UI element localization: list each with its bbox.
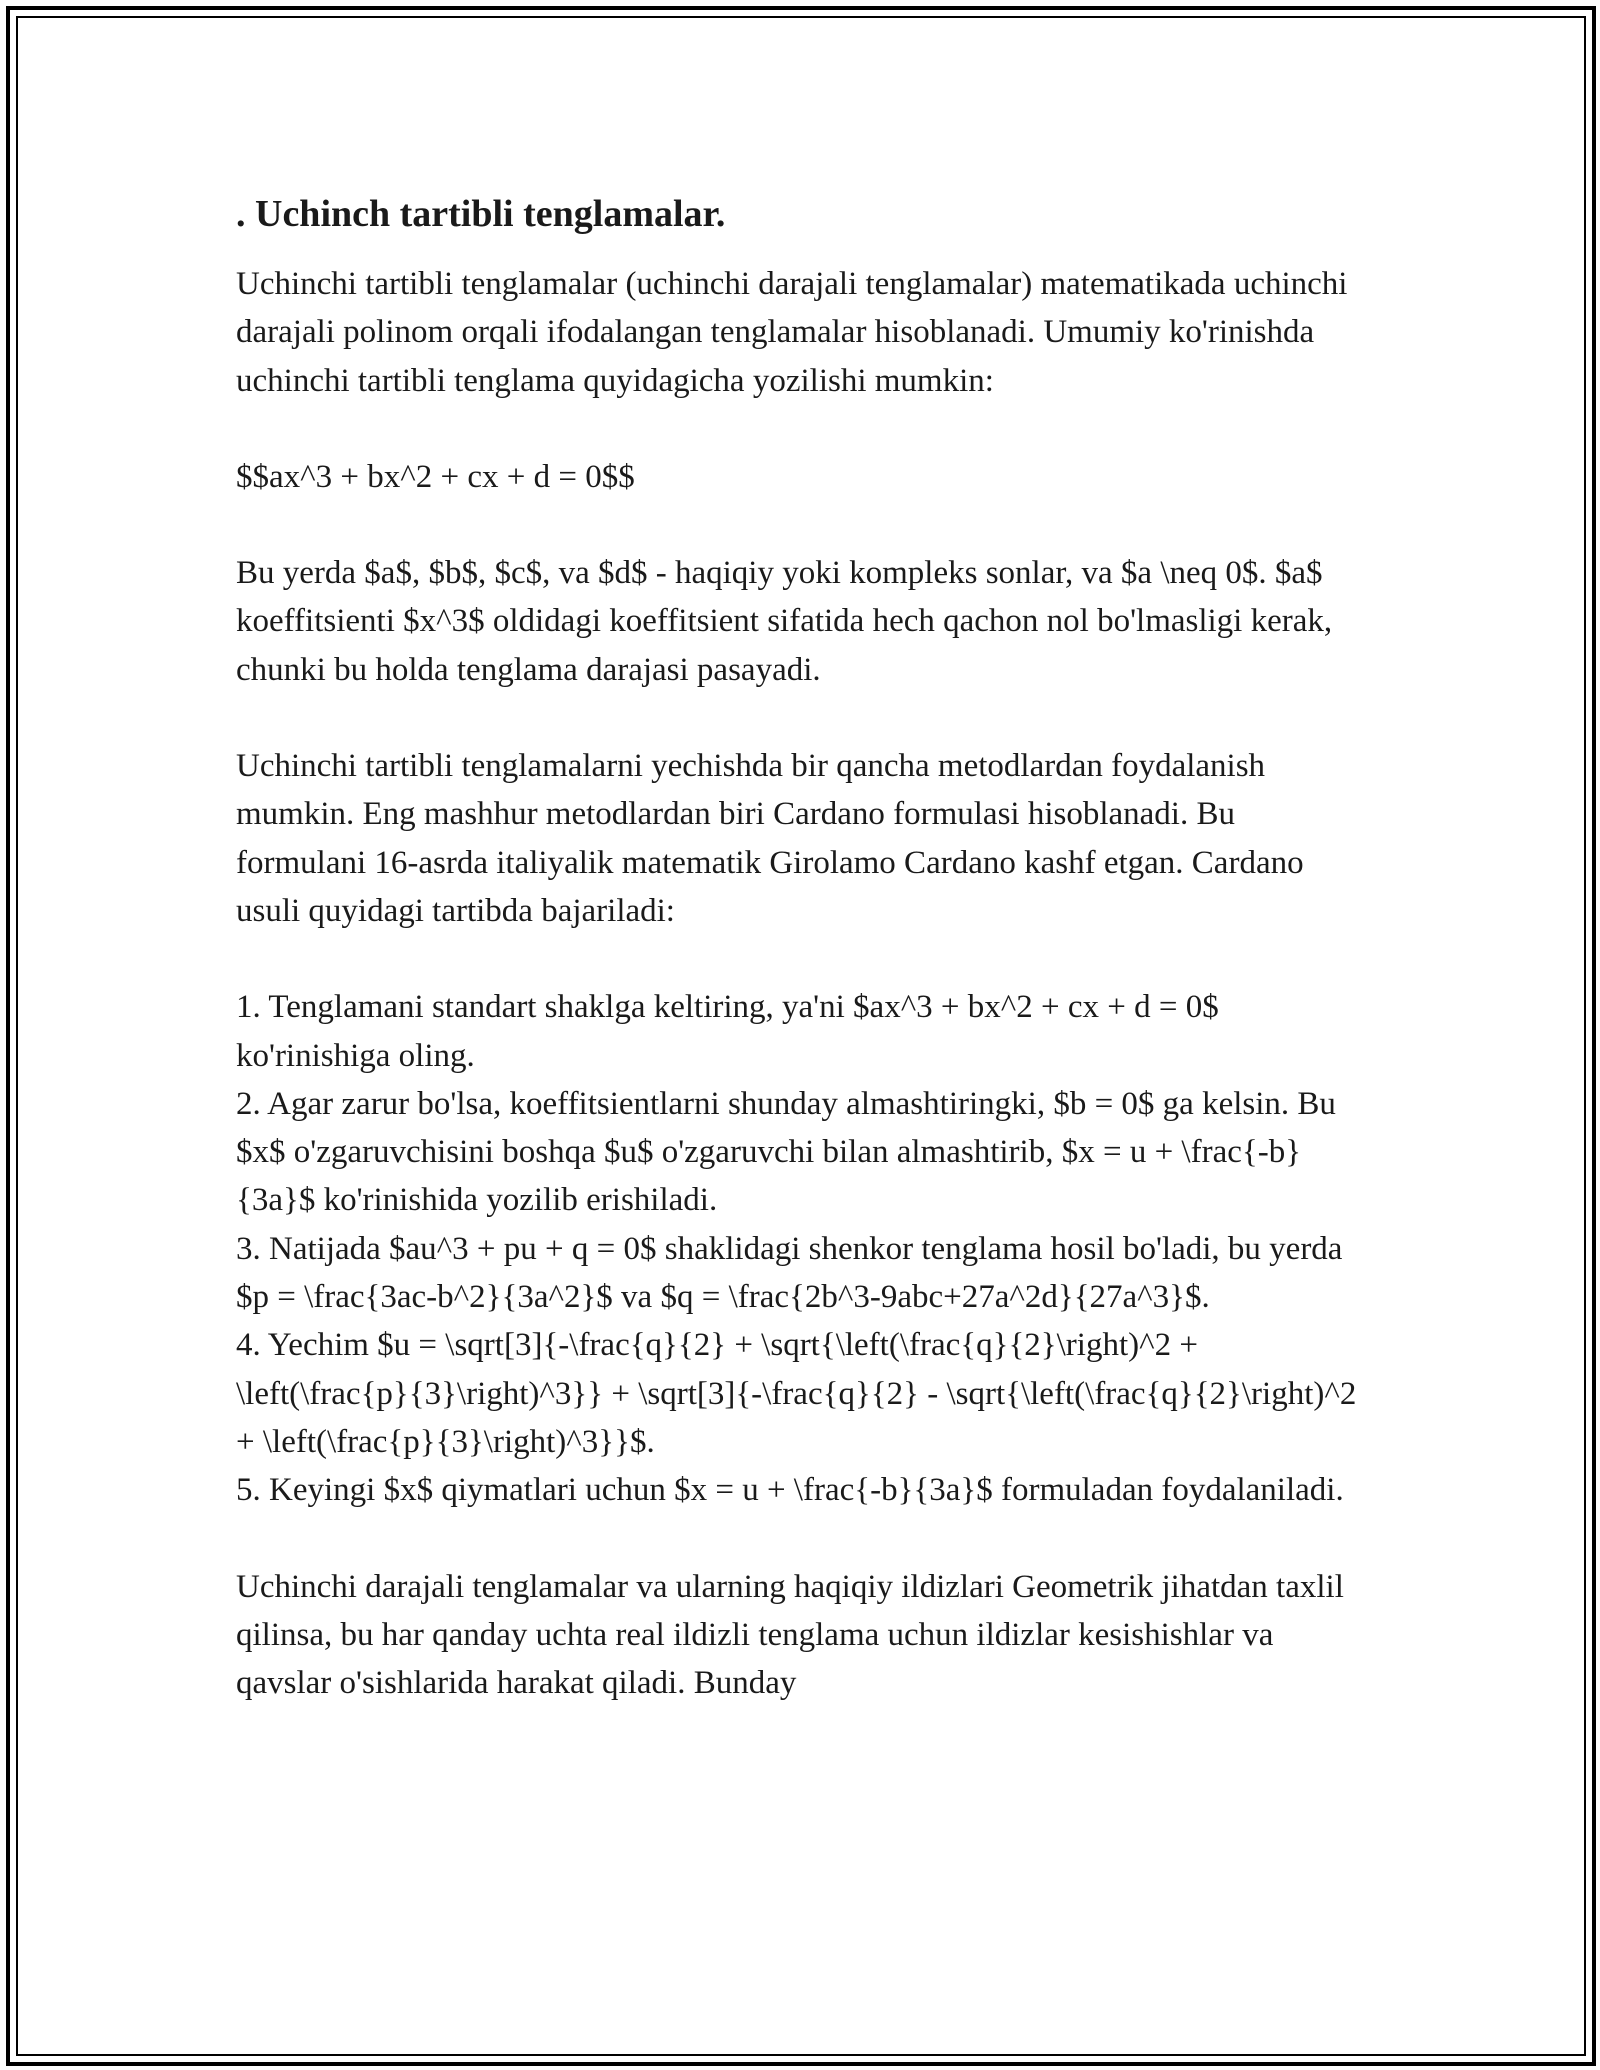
list-item: 2. Agar zarur bo'lsa, koeffitsientlarni shunday almashtiringki, $b = 0$ ga kelsin. Bu $x$ o'zgaruvchisini boshqa $u$ o'zgaruvchi bilan almashtirib, $x = u + \frac{-b}{3a}$ ko'rinishida yozilib erishiladi. — [236, 1085, 1336, 1219]
intro-paragraph: Uchinchi tartibli tenglamalar (uchinchi darajali tenglamalar) matematikada uchinchi darajali polinom orqali ifodalangan tenglamalar hisoblanadi. Umumiy ko'rinishda uchinchi tartibli tenglama quyidagicha yozilishi mumkin: — [236, 266, 1348, 399]
list-item: 3. Natijada $au^3 + pu + q = 0$ shaklidagi shenkor tenglama hosil bo'ladi, bu yerda $p = \frac{3ac-b^2}{3a^2}$ va $q = \frac{2b^3-9abc+27a^2d}{27a^3}$. — [236, 1230, 1343, 1316]
list-item: 4. Yechim $u = \sqrt[3]{-\frac{q}{2} + \sqrt{\left(\frac{q}{2}\right)^2 + \left(\frac{p}{3}\right)^3}} + \sqrt[3]{-\frac{q}{2} - \sqrt{\left(\frac{q}{2}\right)^2 + \left(\frac{p}{3}\right)^3}}$. — [236, 1327, 1357, 1460]
general-equation: $$ax^3 + bx^2 + cx + d = 0$$ — [236, 458, 635, 495]
methods-paragraph: Uchinchi tartibli tenglamalarni yechishda bir qancha metodlardan foydalanish mumkin. Eng mashhur metodlardan biri Cardano formulasi hisoblanadi. Bu formulani 16-asrda italiyalik matematik Girolamo Cardano kashf etgan. Cardano usuli quyidagi tartibda bajariladi: — [236, 748, 1304, 929]
closing-paragraph: Uchinchi darajali tenglamalar va ularning haqiqiy ildizlari Geometrik jihatdan taxlil qilinsa, bu har qanday uchta real ildizli tenglama uchun ildizlar kesishishlar va qavslar o'sishlarida harakat qiladi. Bunday — [236, 1568, 1344, 1702]
list-item: 5. Keyingi $x$ qiymatlari uchun $x = u + \frac{-b}{3a}$ formuladan foydalaniladi. — [236, 1472, 1344, 1509]
document-title: . Uchinch tartibli tenglamalar. — [236, 193, 726, 235]
list-item: 1. Tenglamani standart shaklga keltiring, ya'ni $ax^3 + bx^2 + cx + d = 0$ ko'rinishiga oling. — [236, 989, 1219, 1074]
coefficients-paragraph: Bu yerda $a$, $b$, $c$, va $d$ - haqiqiy yoki kompleks sonlar, va $a \neq 0$. $a$ koeffitsienti $x^3$ oldidagi koeffitsient sifatida hech qachon nol bo'lmasligi kerak, chunki bu holda tenglama darajasi pasayadi. — [236, 555, 1333, 688]
cardano-steps-list — [236, 983, 1366, 1514]
document-body — [236, 186, 1366, 1755]
